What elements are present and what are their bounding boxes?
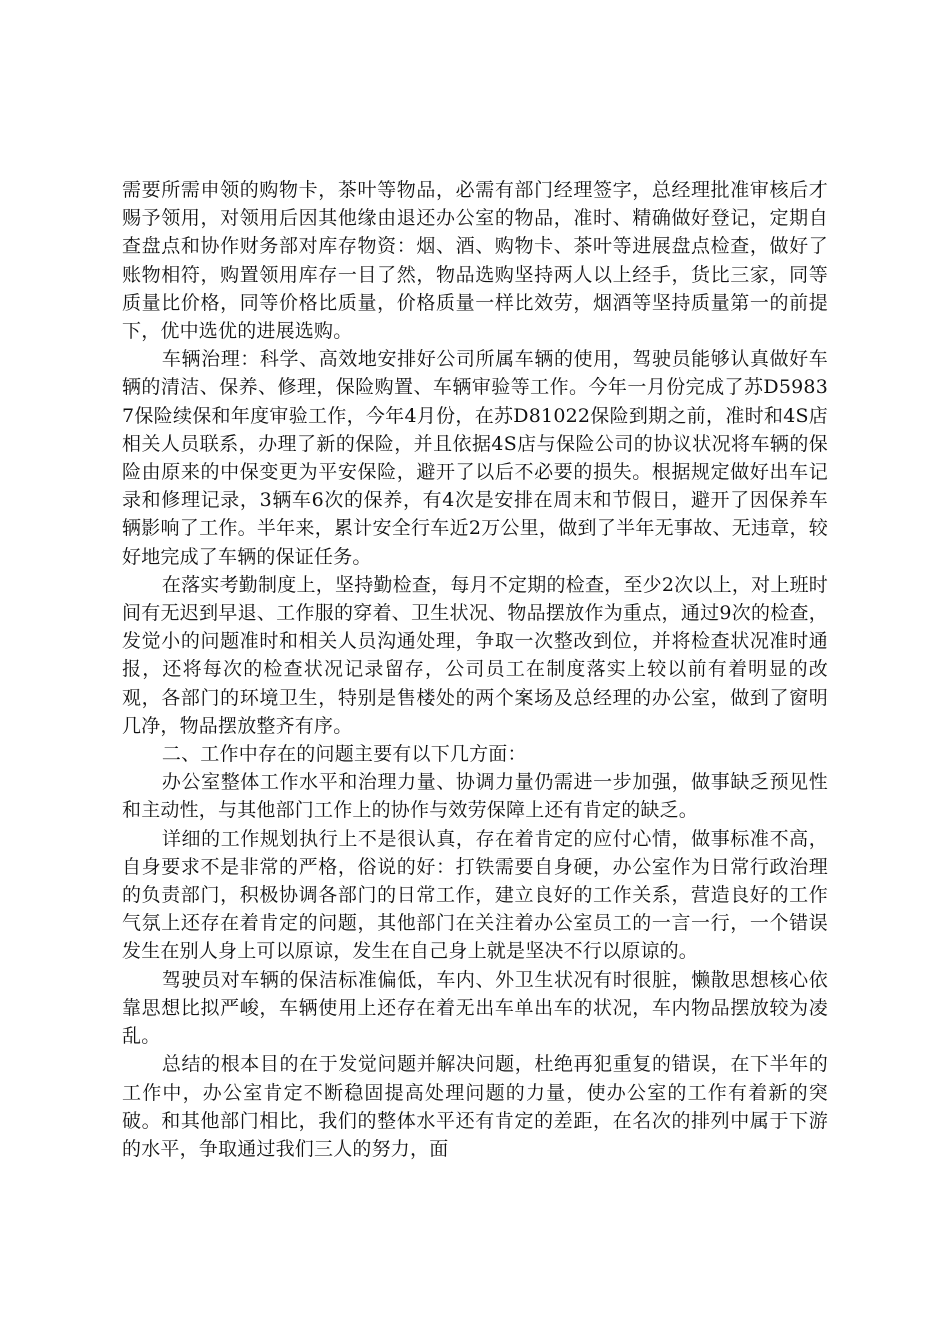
paragraph-conclusion: 总结的根本目的在于发觉问题并解决问题，杜绝再犯重复的错误，在下半年的工作中，办公室肯定不断稳固提高处理问题的力量，使办公室的工作有着新的突破。和其他部门相比，我们的整体水平还有肯定的差距，在名次的排列中属于下游的水平，争取通过我们三人的努力，面	[122, 1053, 828, 1160]
section-heading-problems: 二、工作中存在的问题主要有以下几方面：	[161, 743, 527, 766]
document-body	[122, 176, 828, 1163]
paragraph-problem-planning: 详细的工作规划执行上不是很认真，存在着肯定的应付心情，做事标准不高，自身要求不是非常的严格，俗说的好：打铁需要自身硬，办公室作为日常行政治理的负责部门，积极协调各部门的日常工作，建立良好的工作关系，营造良好的工作气氛上还存在着肯定的问题，其他部门在关注着办公室员工的一言一行，一个错误发生在别人身上可以原谅，发生在自己身上就是坚决不行以原谅的。	[122, 827, 828, 963]
paragraph-problem-capability: 办公室整体工作水平和治理力量、协调力量仍需进一步加强，做事缺乏预见性和主动性，与其他部门工作上的协作与效劳保障上还有肯定的缺乏。	[122, 771, 828, 822]
paragraph-problem-drivers: 驾驶员对车辆的保洁标准偏低，车内、外卫生状况有时很脏，懒散思想核心依靠思想比拟严峻，车辆使用上还存在着无出车单出车的状况，车内物品摆放较为凌乱。	[122, 968, 828, 1048]
paragraph-vehicle-management: 车辆治理：科学、高效地安排好公司所属车辆的使用，驾驶员能够认真做好车辆的清洁、保养、修理，保险购置、车辆审验等工作。今年一月份完成了苏D59837保险续保和年度审验工作，今年4月份，在苏D81022保险到期之前，准时和4S店相关人员联系，办理了新的保险，并且依据4S店与保险公司的协议状况将车辆的保险由原来的中保变更为平安保险，避开了以后不必要的损失。根据规定做好出车记录和修理记录，3辆车6次的保养，有4次是安排在周末和节假日，避开了因保养车辆影响了工作。半年来，累计安全行车近2万公里，做到了半年无事故、无违章，较好地完成了车辆的保证任务。	[122, 348, 828, 568]
paragraph-attendance: 在落实考勤制度上，坚持勤检查，每月不定期的检查，至少2次以上，对上班时间有无迟到早退、工作服的穿着、卫生状况、物品摆放作为重点，通过9次的检查，发觉小的问题准时和相关人员沟通处理，争取一次整改到位，并将检查状况准时通报，还将每次的检查状况记录留存，公司员工在制度落实上较以前有着明显的改观，各部门的环境卫生，特别是售楼处的两个案场及总经理的办公室，做到了窗明几净，物品摆放整齐有序。	[122, 573, 828, 737]
paragraph-purchasing-continued: 需要所需申领的购物卡，茶叶等物品，必需有部门经理签字，总经理批准审核后才赐予领用，对领用后因其他缘由退还办公室的物品，准时、精确做好登记，定期自查盘点和协作财务部对库存物资：烟、酒、购物卡、茶叶等进展盘点检查，做好了账物相符，购置领用库存一目了然，物品选购坚持两人以上经手，货比三家，同等质量比价格，同等价格比质量，价格质量一样比效劳，烟酒等坚持质量第一的前提下，优中选优的进展选购。	[122, 179, 828, 343]
